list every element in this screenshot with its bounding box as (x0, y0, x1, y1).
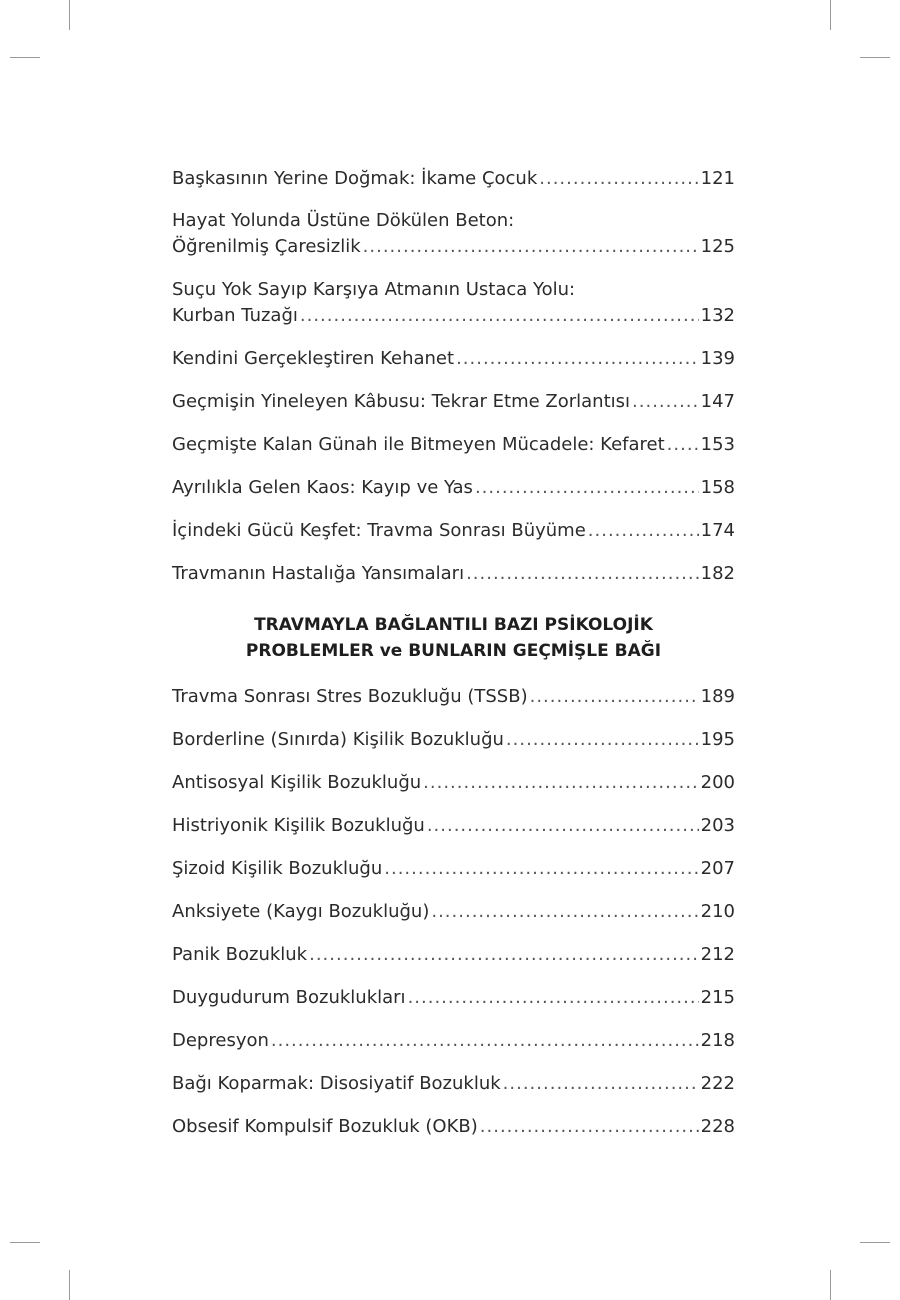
toc-entry-page: 212 (700, 944, 735, 965)
toc-entry-title: Travmanın Hastalığa Yansımaları (172, 563, 465, 584)
leader-dots (506, 727, 699, 753)
toc-entry[interactable] (172, 277, 735, 329)
section-heading-line2: PROBLEMLER ve BUNLARIN GEÇMİŞLE BAĞI (245, 641, 662, 661)
toc-entry-title: Histriyonik Kişilik Bozukluğu (172, 815, 425, 836)
toc-entry[interactable] (172, 1114, 735, 1140)
toc-entry-page: 132 (700, 305, 735, 326)
crop-mark-bottom-left-horizontal (10, 1242, 40, 1243)
crop-mark-top-right-horizontal (860, 57, 890, 58)
toc-entry[interactable] (172, 475, 735, 501)
section-heading (172, 612, 735, 664)
toc-entry-title: Borderline (Sınırda) Kişilik Bozukluğu (172, 729, 504, 750)
toc-entry-page: 174 (700, 520, 735, 541)
toc-entry-page: 158 (700, 477, 735, 498)
toc-entry-title: Depresyon (172, 1030, 269, 1051)
toc-entry[interactable] (172, 813, 735, 839)
leader-dots (588, 518, 699, 544)
leader-dots (475, 475, 699, 501)
leader-dots (503, 1071, 699, 1097)
toc-entry-page: 139 (700, 348, 735, 369)
section-heading-line1: TRAVMAYLA BAĞLANTILI BAZI PSİKOLOJİK (254, 615, 653, 635)
toc-entry[interactable] (172, 770, 735, 796)
toc-entry-title: İçindeki Gücü Keşfet: Travma Sonrası Büyüme (172, 520, 586, 541)
toc-entry-title: Ayrılıkla Gelen Kaos: Kayıp ve Yas (172, 477, 473, 498)
toc-entry-page: 189 (700, 686, 735, 707)
toc-entry-title: Kurban Tuzağı (172, 305, 298, 326)
toc-entry-page: 215 (700, 987, 735, 1008)
toc-entry-title: Panik Bozukluk (172, 944, 308, 965)
toc-entry-page: 218 (700, 1030, 735, 1051)
toc-entry[interactable] (172, 985, 735, 1011)
crop-mark-top-right (830, 0, 831, 30)
toc-entry[interactable] (172, 1071, 735, 1097)
toc-entry-title: Geçmişin Yineleyen Kâbusu: Tekrar Etme Zorlantısı (172, 391, 631, 412)
toc-entry-page: 203 (700, 815, 735, 836)
leader-dots (530, 684, 699, 710)
leader-dots (408, 985, 699, 1011)
toc-entry-page: 125 (700, 236, 735, 257)
toc-entry[interactable] (172, 856, 735, 882)
toc-entry-page: 210 (700, 901, 735, 922)
toc-entry-title: Anksiyete (Kaygı Bozukluğu) (172, 901, 430, 922)
toc-entry[interactable] (172, 208, 735, 260)
toc-entry[interactable] (172, 684, 735, 710)
leader-dots (456, 346, 699, 372)
leader-dots (423, 770, 698, 796)
leader-dots (431, 899, 698, 925)
toc-entry-title-line1: Hayat Yolunda Üstüne Dökülen Beton: (172, 210, 515, 231)
toc-entry-title: Obsesif Kompulsif Bozukluk (OKB) (172, 1116, 478, 1137)
toc-entry-page: 207 (700, 858, 735, 879)
leader-dots (363, 234, 699, 260)
toc-entry-page: 228 (700, 1116, 735, 1137)
leader-dots (539, 166, 698, 192)
leader-dots (667, 432, 699, 458)
toc-entry[interactable] (172, 432, 735, 458)
crop-mark-bottom-left (69, 1270, 70, 1300)
toc-entry-title: Geçmişte Kalan Günah ile Bitmeyen Mücadele: Kefaret (172, 434, 665, 455)
toc-entry-page: 147 (700, 391, 735, 412)
leader-dots (300, 303, 699, 329)
toc-entry[interactable] (172, 389, 735, 415)
toc-entry[interactable] (172, 1028, 735, 1054)
toc-entry-page: 153 (700, 434, 735, 455)
toc-entry[interactable] (172, 346, 735, 372)
crop-mark-bottom-right (830, 1270, 831, 1300)
leader-dots (271, 1028, 699, 1054)
toc-entry-title: Öğrenilmiş Çaresizlik (172, 236, 361, 257)
leader-dots (309, 942, 699, 968)
crop-mark-bottom-right-horizontal (860, 1242, 890, 1243)
leader-dots (480, 1114, 699, 1140)
leader-dots (384, 856, 698, 882)
toc-entry-title: Duygudurum Bozuklukları (172, 987, 406, 1008)
toc-entry-page: 121 (700, 168, 735, 189)
crop-mark-top-left (69, 0, 70, 30)
toc-entry-page: 195 (700, 729, 735, 750)
toc-entry-title: Bağı Koparmak: Disosiyatif Bozukluk (172, 1073, 501, 1094)
toc-entry[interactable] (172, 942, 735, 968)
toc-entry-title: Kendini Gerçekleştiren Kehanet (172, 348, 455, 369)
toc-entry-title: Başkasının Yerine Doğmak: İkame Çocuk (172, 168, 538, 189)
toc-entry-page: 222 (700, 1073, 735, 1094)
leader-dots (427, 813, 699, 839)
toc-entry-title: Şizoid Kişilik Bozukluğu (172, 858, 383, 879)
toc-entry[interactable] (172, 899, 735, 925)
leader-dots (466, 561, 699, 587)
toc-entry[interactable] (172, 727, 735, 753)
toc-entry[interactable] (172, 166, 735, 192)
leader-dots (632, 389, 699, 415)
toc-entry[interactable] (172, 518, 735, 544)
toc-entry-title-line1: Suçu Yok Sayıp Karşıya Atmanın Ustaca Yolu: (172, 279, 576, 300)
toc-entry-title: Travma Sonrası Stres Bozukluğu (TSSB) (172, 686, 528, 707)
toc-entry-title: Antisosyal Kişilik Bozukluğu (172, 772, 422, 793)
toc-entry[interactable] (172, 561, 735, 587)
toc-entry-page: 182 (700, 563, 735, 584)
toc-entry-page: 200 (700, 772, 735, 793)
crop-mark-top-left-horizontal (10, 57, 40, 58)
